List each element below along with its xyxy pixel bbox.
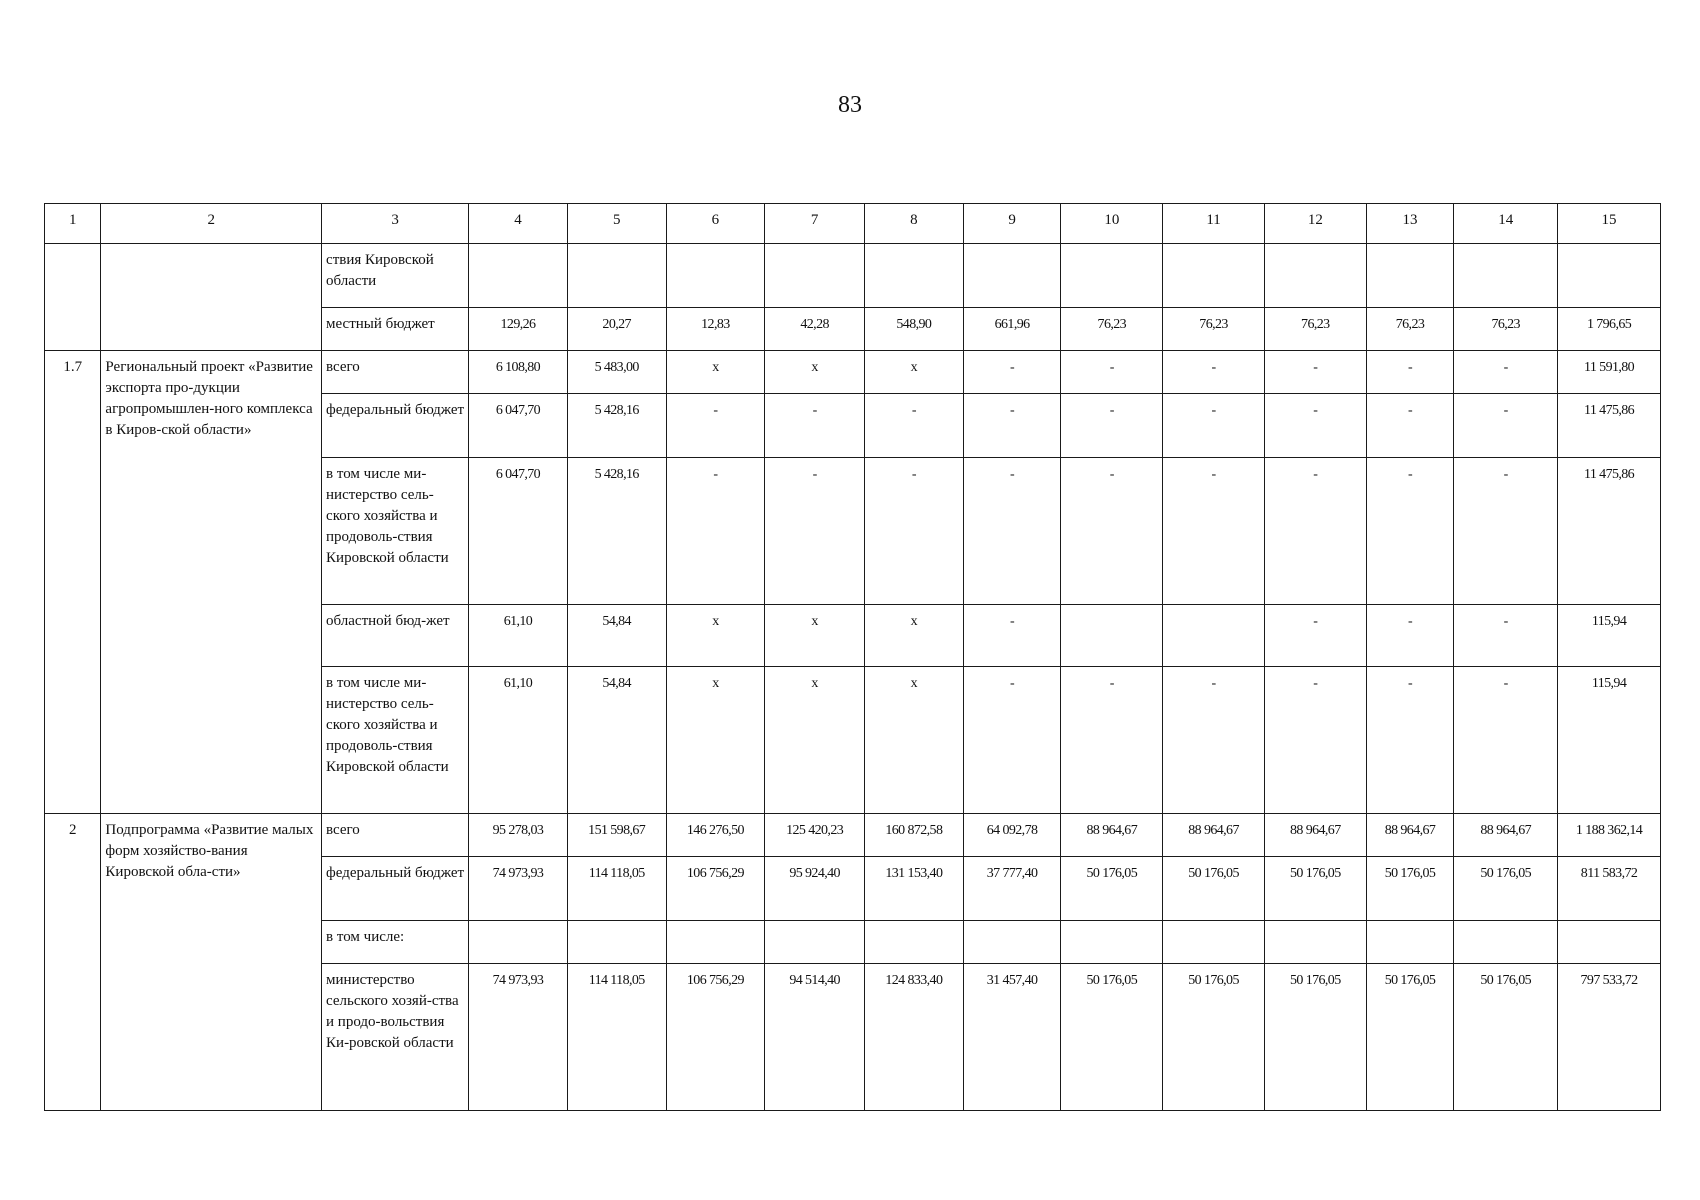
value-cell [963,921,1061,964]
value-cell: 50 176,05 [1264,857,1366,921]
column-header: 5 [567,204,666,244]
section-number: 2 [45,814,101,1111]
value-cell: x [765,351,865,394]
value-cell: 106 756,29 [666,857,765,921]
value-cell: 115,94 [1558,605,1661,667]
value-cell: 74 973,93 [469,964,568,1111]
value-cell [865,244,964,308]
value-cell [1163,921,1265,964]
value-cell: 88 964,67 [1264,814,1366,857]
value-cell: 54,84 [567,605,666,667]
budget-table [44,203,1661,1111]
table-row [45,814,1661,857]
value-cell [1558,244,1661,308]
section-name: Подпрограмма «Развитие малых форм хозяйство-вания Кировской обла-сти» [101,814,322,1111]
value-cell: 115,94 [1558,667,1661,814]
value-cell: x [666,605,765,667]
value-cell: 61,10 [469,605,568,667]
value-cell [469,921,568,964]
value-cell: - [1264,667,1366,814]
value-cell: 12,83 [666,308,765,351]
value-cell: 6 047,70 [469,458,568,605]
value-cell: - [1264,605,1366,667]
value-cell: 151 598,67 [567,814,666,857]
value-cell [1454,921,1558,964]
column-header: 3 [322,204,469,244]
value-cell [567,244,666,308]
funding-source-label: федеральный бюджет [322,857,469,921]
value-cell: x [666,667,765,814]
value-cell: - [1366,394,1454,458]
funding-source-label: в том числе ми-нистерство сель-ского хозяйства и продоволь-ствия Кировской области [322,458,469,605]
value-cell [963,244,1061,308]
column-header: 15 [1558,204,1661,244]
column-header: 2 [101,204,322,244]
value-cell [1061,244,1163,308]
value-cell: 76,23 [1061,308,1163,351]
value-cell: 88 964,67 [1061,814,1163,857]
value-cell: - [765,394,865,458]
value-cell: - [1454,667,1558,814]
value-cell: - [1163,667,1265,814]
column-header: 7 [765,204,865,244]
value-cell: 61,10 [469,667,568,814]
value-cell: 95 924,40 [765,857,865,921]
value-cell: 50 176,05 [1454,964,1558,1111]
value-cell [1454,244,1558,308]
value-cell: 114 118,05 [567,964,666,1111]
value-cell: 6 108,80 [469,351,568,394]
value-cell: 129,26 [469,308,568,351]
column-header: 9 [963,204,1061,244]
column-header: 11 [1163,204,1265,244]
value-cell: - [1264,394,1366,458]
value-cell: - [1061,394,1163,458]
value-cell: x [865,605,964,667]
value-cell: 31 457,40 [963,964,1061,1111]
value-cell [765,244,865,308]
value-cell: 11 475,86 [1558,394,1661,458]
value-cell: 50 176,05 [1454,857,1558,921]
value-cell: - [963,394,1061,458]
value-cell: - [765,458,865,605]
value-cell [666,921,765,964]
value-cell: 6 047,70 [469,394,568,458]
value-cell: 797 533,72 [1558,964,1661,1111]
value-cell: 74 973,93 [469,857,568,921]
value-cell: 50 176,05 [1163,964,1265,1111]
value-cell: 50 176,05 [1264,964,1366,1111]
value-cell [1264,921,1366,964]
value-cell: 124 833,40 [865,964,964,1111]
funding-source-label: местный бюджет [322,308,469,351]
column-header: 12 [1264,204,1366,244]
value-cell [666,244,765,308]
column-header: 10 [1061,204,1163,244]
section-name [101,244,322,351]
column-header: 13 [1366,204,1454,244]
funding-source-label: министерство сельского хозяй-ства и продо-вольствия Ки-ровской области [322,964,469,1111]
value-cell: 131 153,40 [865,857,964,921]
value-cell: 661,96 [963,308,1061,351]
value-cell: 5 483,00 [567,351,666,394]
value-cell: - [1366,605,1454,667]
value-cell: - [1366,458,1454,605]
value-cell: 50 176,05 [1061,964,1163,1111]
value-cell: 1 796,65 [1558,308,1661,351]
column-header: 1 [45,204,101,244]
funding-source-label: в том числе: [322,921,469,964]
value-cell: 76,23 [1264,308,1366,351]
value-cell: x [666,351,765,394]
value-cell: 50 176,05 [1366,964,1454,1111]
value-cell: - [1366,351,1454,394]
value-cell [1061,921,1163,964]
value-cell: 64 092,78 [963,814,1061,857]
funding-source-label: всего [322,351,469,394]
value-cell: 106 756,29 [666,964,765,1111]
value-cell: - [963,458,1061,605]
value-cell: 146 276,50 [666,814,765,857]
value-cell: - [1264,458,1366,605]
value-cell: - [963,667,1061,814]
value-cell [1366,921,1454,964]
funding-source-label: областной бюд-жет [322,605,469,667]
value-cell [1163,244,1265,308]
value-cell: - [1454,351,1558,394]
section-number [45,244,101,351]
value-cell: 76,23 [1454,308,1558,351]
value-cell [1163,605,1265,667]
funding-source-label: всего [322,814,469,857]
value-cell: - [865,458,964,605]
section-name: Региональный проект «Развитие экспорта про-дукции агропромышлен-ного комплекса в Киров-ской области» [101,351,322,814]
value-cell: - [1454,605,1558,667]
value-cell: - [865,394,964,458]
value-cell: - [1163,351,1265,394]
page-number: 83 [838,92,862,118]
value-cell: 95 278,03 [469,814,568,857]
value-cell: 160 872,58 [865,814,964,857]
value-cell: 50 176,05 [1366,857,1454,921]
value-cell: 50 176,05 [1061,857,1163,921]
value-cell: 42,28 [765,308,865,351]
section-number: 1.7 [45,351,101,814]
value-cell: 548,90 [865,308,964,351]
value-cell: 76,23 [1163,308,1265,351]
value-cell: x [765,667,865,814]
value-cell: 11 475,86 [1558,458,1661,605]
value-cell: - [963,605,1061,667]
value-cell: - [1163,394,1265,458]
column-header: 8 [865,204,964,244]
value-cell [1264,244,1366,308]
value-cell [567,921,666,964]
value-cell: - [1061,458,1163,605]
value-cell: 5 428,16 [567,394,666,458]
value-cell: 114 118,05 [567,857,666,921]
value-cell: 20,27 [567,308,666,351]
value-cell: 811 583,72 [1558,857,1661,921]
funding-source-label: ствия Кировской области [322,244,469,308]
value-cell [1061,605,1163,667]
column-header: 6 [666,204,765,244]
table-row [45,351,1661,394]
value-cell: 76,23 [1366,308,1454,351]
value-cell: 88 964,67 [1366,814,1454,857]
value-cell: - [666,458,765,605]
value-cell: 11 591,80 [1558,351,1661,394]
value-cell: 37 777,40 [963,857,1061,921]
value-cell [1366,244,1454,308]
value-cell: 125 420,23 [765,814,865,857]
value-cell: - [1061,667,1163,814]
funding-source-label: федеральный бюджет [322,394,469,458]
column-header: 14 [1454,204,1558,244]
value-cell: 5 428,16 [567,458,666,605]
value-cell: - [1264,351,1366,394]
value-cell [865,921,964,964]
value-cell: 1 188 362,14 [1558,814,1661,857]
value-cell: - [1061,351,1163,394]
value-cell: - [963,351,1061,394]
funding-source-label: в том числе ми-нистерство сель-ского хозяйства и продоволь-ствия Кировской области [322,667,469,814]
value-cell [469,244,568,308]
value-cell: 88 964,67 [1454,814,1558,857]
value-cell: - [1454,458,1558,605]
value-cell: - [1163,458,1265,605]
value-cell: - [1454,394,1558,458]
value-cell: 94 514,40 [765,964,865,1111]
header-row [45,204,1661,244]
value-cell: 50 176,05 [1163,857,1265,921]
value-cell: x [765,605,865,667]
value-cell [1558,921,1661,964]
table-row [45,244,1661,308]
value-cell: x [865,667,964,814]
column-header: 4 [469,204,568,244]
value-cell: - [666,394,765,458]
value-cell: 54,84 [567,667,666,814]
value-cell [765,921,865,964]
value-cell: 88 964,67 [1163,814,1265,857]
value-cell: x [865,351,964,394]
value-cell: - [1366,667,1454,814]
